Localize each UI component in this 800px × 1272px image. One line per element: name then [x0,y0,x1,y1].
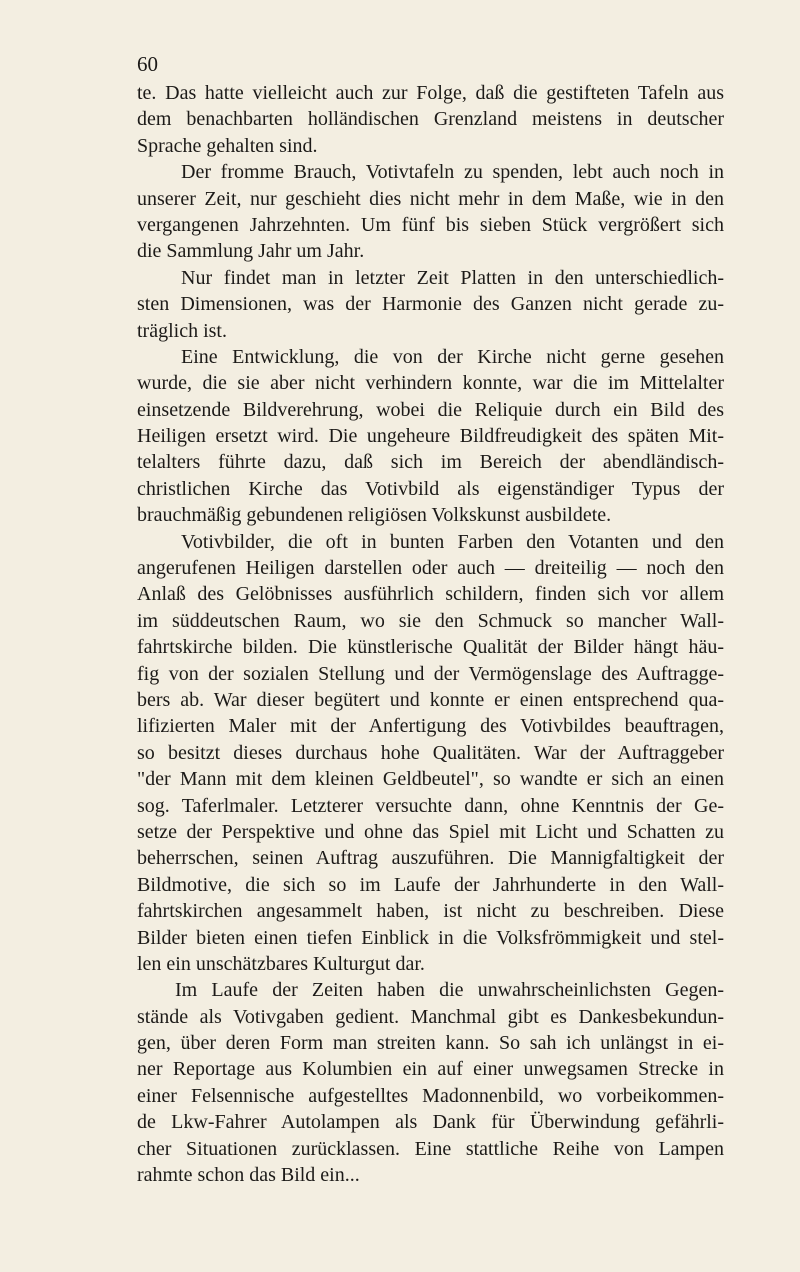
text-line: fig von der sozialen Stellung und der Vermögenslage des Auftragge- [137,662,724,685]
text-line: stände als Votivgaben gedient. Manchmal gibt es Dankesbekundun- [137,1005,724,1028]
text-line: beherrschen, seinen Auftrag auszuführen. Die Mannigfaltigkeit der [137,847,724,870]
text-line: unserer Zeit, nur geschieht dies nicht mehr in dem Maße, wie in den [137,187,724,210]
text-line: so besitzt dieses durchaus hohe Qualitäten. War der Auftraggeber [137,741,724,764]
text-line: Nur findet man in letzter Zeit Platten in den unterschiedlich- [181,266,724,289]
text-line: christlichen Kirche das Votivbild als eigenständiger Typus der [137,477,724,500]
text-line: lifizierten Maler mit der Anfertigung des Votivbildes beauftragen, [137,715,724,738]
text-line: fahrtskirche bilden. Die künstlerische Qualität der Bilder hängt häu- [137,636,724,659]
text-line: ner Reportage aus Kolumbien ein auf einer unwegsamen Strecke in [137,1058,724,1081]
text-line: träglich ist. [137,319,227,342]
body-text [137,80,724,1188]
text-line: Votivbilder, die oft in bunten Farben den Votanten und den [181,530,724,553]
text-line: Eine Entwicklung, die von der Kirche nicht gerne gesehen [181,345,724,368]
text-line: sten Dimensionen, was der Harmonie des Ganzen nicht gerade zu- [137,293,724,316]
text-line: brauchmäßig gebundenen religiösen Volkskunst ausbildete. [137,504,612,527]
text-line: "der Mann mit dem kleinen Geldbeutel", so wandte er sich an einen [137,768,724,791]
text-line: die Sammlung Jahr um Jahr. [137,240,365,263]
page-number: 60 [137,52,158,76]
text-line: Anlaß des Gelöbnisses ausführlich schildern, finden sich vor allem [137,583,724,606]
text-line: einer Felsennische aufgestelltes Madonnenbild, wo vorbeikommen- [137,1084,724,1107]
text-line: telalters führte dazu, daß sich im Bereich der abendländisch- [137,451,724,474]
text-line: Im Laufe der Zeiten haben die unwahrscheinlichsten Gegen- [175,979,724,1002]
text-line: gen, über deren Form man streiten kann. So sah ich unlängst in ei- [137,1032,724,1055]
text-line: angerufenen Heiligen darstellen oder auch — dreiteilig — noch den [137,557,724,580]
text-line: Heiligen ersetzt wird. Die ungeheure Bildfreudigkeit des späten Mit- [137,425,724,448]
text-line: Der fromme Brauch, Votivtafeln zu spenden, lebt auch noch in [181,161,724,184]
text-line: te. Das hatte vielleicht auch zur Folge, daß die gestifteten Tafeln aus [137,82,724,104]
text-line: setze der Perspektive und ohne das Spiel mit Licht und Schatten zu [137,820,724,843]
text-line: wurde, die sie aber nicht verhindern konnte, war die im Mittelalter [137,372,724,395]
text-line: bers ab. War dieser begütert und konnte er einen entsprechend qua- [137,688,724,711]
text-line: rahmte schon das Bild ein... [137,1164,360,1187]
text-line: Bildmotive, die sich so im Laufe der Jahrhunderte in den Wall- [137,873,724,896]
text-line: len ein unschätzbares Kulturgut dar. [137,952,425,975]
text-line: de Lkw-Fahrer Autolampen als Dank für Überwindung gefährli- [137,1111,724,1134]
text-line: sog. Taferlmaler. Letzterer versuchte dann, ohne Kenntnis der Ge- [137,794,724,817]
text-line: cher Situationen zurücklassen. Eine stattliche Reihe von Lampen [137,1137,724,1160]
text-line: im süddeutschen Raum, wo sie den Schmuck so mancher Wall- [137,609,724,632]
text-line: dem benachbarten holländischen Grenzland meistens in deutscher [137,108,724,131]
text-line: Sprache gehalten sind. [137,134,318,157]
text-line: fahrtskirchen angesammelt haben, ist nicht zu beschreiben. Diese [137,900,724,923]
text-line: Bilder bieten einen tiefen Einblick in die Volksfrömmigkeit und stel- [137,926,724,949]
text-line: einsetzende Bildverehrung, wobei die Reliquie durch ein Bild des [137,398,724,421]
text-line: vergangenen Jahrzehnten. Um fünf bis sieben Stück vergrößert sich [137,213,724,236]
